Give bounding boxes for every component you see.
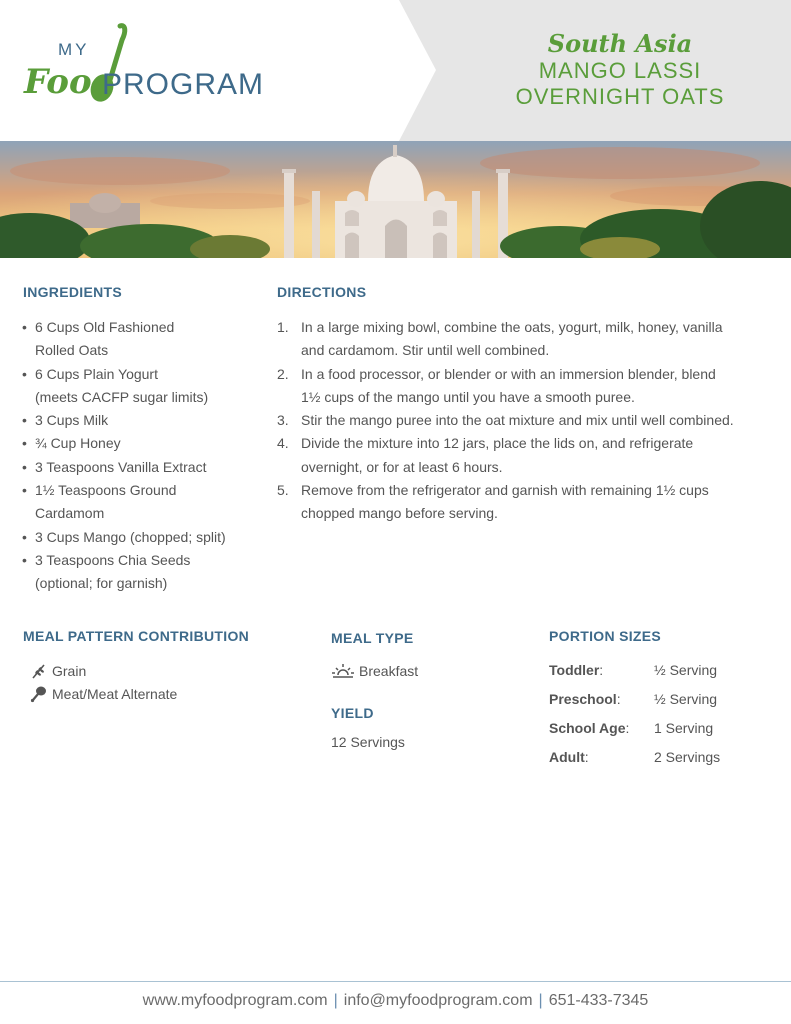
ingredient-line: • ¾ Cup Honey bbox=[35, 435, 121, 452]
sunrise-icon bbox=[331, 662, 355, 680]
ingredient-line: • 3 Teaspoons Chia Seeds bbox=[35, 551, 191, 568]
footer-separator: | bbox=[538, 992, 543, 1009]
step-number: 3. bbox=[277, 412, 289, 429]
yield-value: 12 Servings bbox=[331, 734, 405, 750]
meal-pattern-item-grain bbox=[30, 662, 86, 680]
ingredients-heading: INGREDIENTS bbox=[23, 284, 122, 300]
ingredient-item bbox=[22, 456, 262, 479]
logo-foo: Foo bbox=[24, 62, 92, 102]
drumstick-icon bbox=[30, 685, 48, 703]
ingredient-line: • 1½ Teaspoons Ground bbox=[35, 482, 177, 499]
recipe-title-block bbox=[470, 30, 770, 110]
step-number: 4. bbox=[277, 435, 289, 452]
meal-type-item bbox=[331, 662, 418, 680]
footer-contact bbox=[0, 992, 791, 1010]
portion-row-school-age bbox=[549, 720, 769, 740]
meal-type-heading: MEAL TYPE bbox=[331, 630, 414, 646]
ingredient-item bbox=[22, 316, 262, 363]
wheat-icon bbox=[30, 662, 48, 680]
ingredient-item bbox=[22, 526, 262, 549]
step-number: 1. bbox=[277, 319, 289, 335]
recipe-title-line-2: OVERNIGHT OATS bbox=[515, 84, 725, 109]
step-text-line: In a food processor, or blender or with an immersion blender, blend bbox=[301, 365, 716, 382]
ingredients-list bbox=[22, 316, 262, 596]
logo-my: MY bbox=[58, 40, 90, 59]
meal-pattern-label: Grain bbox=[52, 663, 87, 679]
step-text-line: Remove from the refrigerator and garnish with remaining 1½ cups bbox=[301, 482, 709, 499]
portion-label: Toddler: bbox=[549, 662, 604, 678]
ingredient-line: • 6 Cups Plain Yogurt bbox=[35, 365, 158, 382]
ingredient-line: • 3 Cups Milk bbox=[35, 412, 109, 429]
my-food-program-logo bbox=[22, 22, 312, 112]
portion-value: 2 Servings bbox=[654, 749, 721, 765]
ingredient-line: Cardamom bbox=[35, 505, 105, 522]
step-number: 2. bbox=[277, 365, 289, 382]
direction-step bbox=[277, 432, 772, 479]
step-text-line: Divide the mixture into 12 jars, place the lids on, and refrigerate bbox=[301, 435, 694, 452]
step-number: 5. bbox=[277, 482, 289, 499]
ingredient-item bbox=[22, 363, 262, 410]
logo-program: PROGRAM bbox=[102, 68, 265, 101]
portion-row-preschool bbox=[549, 691, 769, 711]
portion-label: Adult: bbox=[549, 749, 589, 765]
directions-heading: DIRECTIONS bbox=[277, 284, 367, 300]
footer-separator: | bbox=[333, 992, 338, 1009]
ingredient-item bbox=[22, 432, 262, 455]
footer-divider bbox=[0, 981, 791, 982]
direction-step bbox=[277, 409, 772, 432]
ingredient-line: (meets CACFP sugar limits) bbox=[35, 388, 209, 405]
portion-row-adult bbox=[549, 749, 769, 769]
step-text-line: Stir the mango puree into the oat mixture and mix until well combined. bbox=[301, 412, 734, 429]
meal-pattern-label: Meat/Meat Alternate bbox=[52, 686, 178, 702]
yield-heading: YIELD bbox=[331, 705, 374, 721]
direction-step bbox=[277, 363, 772, 410]
direction-step bbox=[277, 479, 772, 526]
portion-label: Preschool: bbox=[549, 691, 621, 707]
footer-website-link[interactable]: www.myfoodprogram.com bbox=[142, 992, 328, 1009]
footer-phone: 651-433-7345 bbox=[548, 992, 649, 1009]
recipe-title-line-1: MANGO LASSI bbox=[538, 58, 702, 83]
ingredient-line: (optional; for garnish) bbox=[35, 575, 168, 592]
ingredient-line: Rolled Oats bbox=[35, 342, 109, 359]
meal-type-value: Breakfast bbox=[359, 663, 419, 679]
portion-value: 1 Serving bbox=[654, 720, 714, 736]
directions-list bbox=[277, 316, 772, 526]
step-text-line: 1½ cups of the mango until you have a smooth puree. bbox=[301, 388, 635, 405]
region-label: South Asia bbox=[547, 29, 693, 58]
direction-step bbox=[277, 316, 772, 363]
taj-mahal-banner-image bbox=[0, 141, 791, 258]
ingredient-line: • 3 Cups Mango (chopped; split) bbox=[35, 528, 226, 545]
footer-email-link[interactable]: info@myfoodprogram.com bbox=[343, 992, 533, 1009]
step-text-line: In a large mixing bowl, combine the oats, yogurt, milk, honey, vanilla bbox=[301, 319, 723, 335]
ingredient-item bbox=[22, 479, 262, 526]
meal-pattern-heading: MEAL PATTERN CONTRIBUTION bbox=[23, 628, 250, 644]
portion-row-toddler bbox=[549, 662, 769, 682]
portion-value: ½ Serving bbox=[654, 662, 718, 678]
ingredient-line: • 6 Cups Old Fashioned bbox=[35, 319, 175, 335]
step-text-line: chopped mango before serving. bbox=[301, 505, 498, 522]
ingredient-item bbox=[22, 549, 262, 596]
meal-pattern-item-meat bbox=[30, 685, 177, 703]
portion-value: ½ Serving bbox=[654, 691, 718, 707]
header bbox=[0, 0, 791, 141]
step-text-line: and cardamom. Stir until well combined. bbox=[301, 342, 550, 359]
portion-sizes-heading: PORTION SIZES bbox=[549, 628, 662, 644]
portion-label: School Age: bbox=[549, 720, 630, 736]
ingredient-item bbox=[22, 409, 262, 432]
step-text-line: overnight, or for at least 6 hours. bbox=[301, 458, 503, 475]
ingredient-line: • 3 Teaspoons Vanilla Extract bbox=[35, 458, 207, 475]
